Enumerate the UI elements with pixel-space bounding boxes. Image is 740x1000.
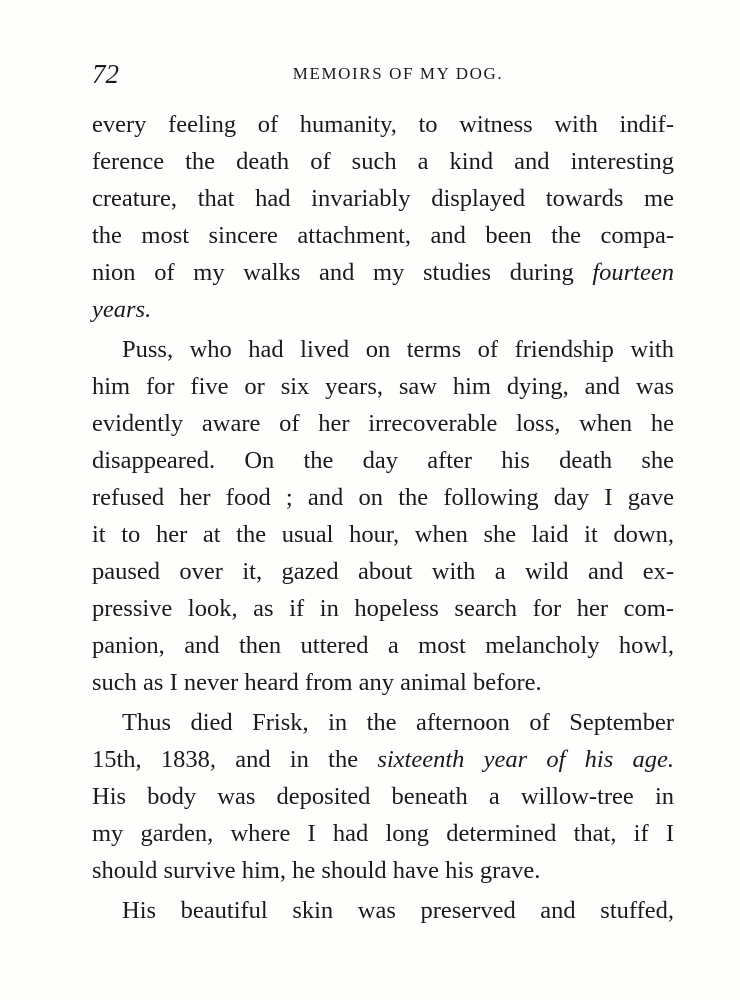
text-line: it to her at the usual hour, when she laid it down, [92,521,674,548]
text-line: paused over it, gazed about with a wild and ex- [92,558,674,585]
italic-text: sixteenth year of his age. [377,746,675,773]
text-line: His body was deposited beneath a willow-tree in [92,783,674,810]
paragraph [92,892,674,929]
page-header [92,56,674,92]
text-segment: 15th, 1838, and in the [92,746,359,773]
text-line: creature, that had invariably displayed towards me [92,185,674,212]
text-line: disappeared. On the day after his death she [92,447,674,474]
text-line: ference the death of such a kind and interesting [92,148,674,175]
text-segment: nion of my walks and my studies during [92,259,574,286]
paragraph [92,704,674,889]
text-line: him for five or six years, saw him dying, and was [92,373,674,400]
page-body [92,106,674,929]
text-line: my garden, where I had long determined that, if I [92,820,674,847]
text-line: evidently aware of her irrecoverable loss, when he [92,410,674,437]
text-line: Puss, who had lived on terms of friendship with [122,336,674,363]
text-line: pressive look, as if in hopeless search for her com- [92,595,674,622]
text-line [92,291,674,328]
text-line: every feeling of humanity, to witness with indif- [92,111,674,138]
paragraph [92,106,674,328]
italic-text: fourteen [592,259,674,286]
text-line [92,254,674,291]
running-title: MEMOIRS OF MY DOG. [292,64,504,83]
text-line: the most sincere attachment, and been the compa- [92,222,674,249]
paragraph [92,331,674,701]
text-line: refused her food ; and on the following day I gave [92,484,674,511]
page-number: 72 [92,59,119,89]
text-line: Thus died Frisk, in the afternoon of September [122,709,674,736]
italic-text: years. [92,296,152,323]
text-line: panion, and then uttered a most melancholy howl, [92,632,674,659]
text-line [92,741,674,778]
text-line: His beautiful skin was preserved and stuffed, [122,897,674,924]
text-line: should survive him, he should have his grave. [92,857,541,884]
text-line: such as I never heard from any animal before. [92,669,542,696]
